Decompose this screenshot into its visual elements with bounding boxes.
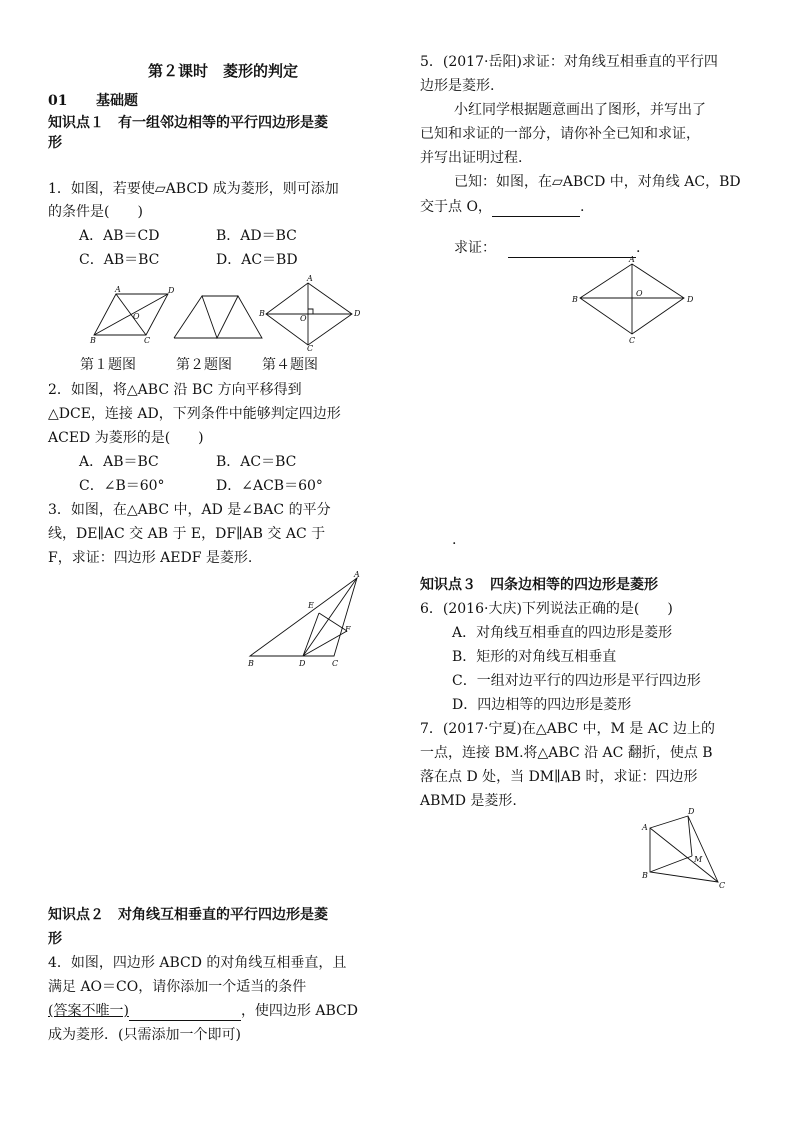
fig1-label-d: D xyxy=(168,286,175,295)
page-title: 第２课时 菱形的判定 xyxy=(148,62,299,80)
q1-option-a: A．AB＝CD xyxy=(79,228,160,244)
q4-answer xyxy=(48,1001,358,1021)
fig3-label-d: D xyxy=(299,659,306,668)
figure-1-parallelogram xyxy=(86,283,178,345)
fig5-label-o: O xyxy=(636,289,643,298)
q6-option-d: D．四边相等的四边形是菱形 xyxy=(452,697,632,713)
fig5-label-a: A xyxy=(629,255,635,264)
q4-line2: 满足 AO＝CO，请你添加一个适当的条件 xyxy=(48,979,307,995)
q7-line3: 落在点 D 处，当 DM∥AB 时，求证：四边形 xyxy=(420,769,698,785)
q6-option-c: C．一组对边平行的四边形是平行四边形 xyxy=(452,673,701,689)
q2-option-b: B．AC＝BC xyxy=(216,454,297,470)
fig3-label-e: E xyxy=(308,601,314,610)
fig5-label-b: B xyxy=(572,295,578,304)
q5-prove-label: 求证： xyxy=(454,240,496,256)
figure-7-folded-triangle xyxy=(638,806,730,892)
q5-proof-end-dot: . xyxy=(452,532,457,548)
knowledge-point-2-cont: 形 xyxy=(48,931,62,947)
q6-option-b: B．矩形的对角线互相垂直 xyxy=(452,649,617,665)
fig4-label-c: C xyxy=(307,344,314,351)
q1-option-d: D．AC＝BD xyxy=(216,252,298,268)
q5-line2: 边形是菱形. xyxy=(420,78,495,94)
q1-line1: 1．如图，若要使▱ABCD 成为菱形，则可添加 xyxy=(48,181,339,197)
q2-option-a: A．AB＝BC xyxy=(79,454,159,470)
q6-line1: 6．(2016·大庆)下列说法正确的是( ) xyxy=(420,601,673,617)
fig3-label-c: C xyxy=(332,659,339,668)
q5-given-line2 xyxy=(420,197,584,217)
q5-given-blank[interactable] xyxy=(492,201,580,217)
fig5-label-d: D xyxy=(687,295,694,304)
q2-option-d: D．∠ACB＝60° xyxy=(216,478,323,494)
fig4-label-b: B xyxy=(259,309,265,318)
q2-line2: △DCE，连接 AD，下列条件中能够判定四边形 xyxy=(48,406,341,422)
knowledge-point-1: 知识点１ 有一组邻边相等的平行四边形是菱 xyxy=(48,115,328,131)
q4-answer-text: (答案不唯一) xyxy=(48,1003,129,1019)
q3-line1: 3．如图，在△ABC 中，AD 是∠BAC 的平分 xyxy=(48,502,331,518)
figure-2-translated-triangles xyxy=(170,290,266,342)
fig3-label-a: A xyxy=(354,570,360,579)
q7-line4: ABMD 是菱形. xyxy=(420,793,517,809)
q5-given-end: . xyxy=(579,199,585,215)
fig7-label-b: B xyxy=(642,871,648,880)
fig7-label-c: C xyxy=(719,881,726,890)
q5-given-text: 交于点 O， xyxy=(420,199,492,215)
fig5-label-c: C xyxy=(629,336,636,344)
q7-line2: 一点，连接 BM.将△ABC 沿 AC 翻折，使点 B xyxy=(420,745,713,761)
knowledge-point-3: 知识点３ 四条边相等的四边形是菱形 xyxy=(420,577,658,593)
q5-prove-end: . xyxy=(636,240,641,256)
knowledge-point-2: 知识点２ 对角线互相垂直的平行四边形是菱 xyxy=(48,907,328,923)
fig3-label-f: F xyxy=(345,625,351,634)
fig1-label-a: A xyxy=(115,285,121,294)
q7-line1: 7．(2017·宁夏)在△ABC 中，M 是 AC 边上的 xyxy=(420,721,716,737)
q2-line1: 2．如图，将△ABC 沿 BC 方向平移得到 xyxy=(48,382,302,398)
fig4-label-a: A xyxy=(307,275,313,283)
fig7-label-a: A xyxy=(642,823,648,832)
figure-4-rhombus xyxy=(258,275,362,351)
fig1-label-c: C xyxy=(144,336,151,345)
q1-line2: 的条件是( ) xyxy=(48,204,143,220)
section-name: 基础题 xyxy=(96,93,138,109)
q4-line1: 4．如图，四边形 ABCD 的对角线互相垂直，且 xyxy=(48,955,347,971)
q4-answer-blank[interactable] xyxy=(129,1005,241,1021)
q4-line3-rest: ，使四边形 ABCD xyxy=(240,1003,358,1019)
fig3-label-b: B xyxy=(248,659,254,668)
fig1-label-b: B xyxy=(90,336,96,345)
figure-5-rhombus xyxy=(566,254,700,344)
fig7-label-m: M xyxy=(694,855,703,864)
fig2-caption: 第２题图 xyxy=(176,357,232,373)
fig4-label-d: D xyxy=(354,309,361,318)
fig1-label-o: O xyxy=(133,312,140,321)
fig4-label-o: O xyxy=(300,314,307,323)
fig1-caption: 第１题图 xyxy=(80,357,136,373)
q6-option-a: A．对角线互相垂直的四边形是菱形 xyxy=(452,625,673,641)
fig4-caption: 第４题图 xyxy=(262,357,318,373)
fig7-label-d: D xyxy=(688,807,695,816)
q3-line2: 线，DE∥AC 交 AB 于 E，DF∥AB 交 AC 于 xyxy=(48,526,326,542)
figure-3-triangle xyxy=(244,568,366,670)
q5-line3: 小红同学根据题意画出了图形，并写出了 xyxy=(454,102,706,118)
q5-line1: 5．(2017·岳阳)求证：对角线互相垂直的平行四 xyxy=(420,54,718,70)
q1-option-c: C．AB＝BC xyxy=(79,252,160,268)
q1-option-b: B．AD＝BC xyxy=(216,228,297,244)
q4-line4: 成为菱形．(只需添加一个即可) xyxy=(48,1027,241,1043)
q3-line3: F，求证：四边形 AEDF 是菱形. xyxy=(48,550,253,566)
q5-line4: 已知和求证的一部分，请你补全已知和求证， xyxy=(420,126,700,142)
q5-line5: 并写出证明过程. xyxy=(420,150,523,166)
q5-given-line1: 已知：如图，在▱ABCD 中，对角线 AC，BD xyxy=(454,174,741,190)
q2-option-c: C．∠B＝60° xyxy=(79,478,165,494)
section-number: 01 xyxy=(48,93,68,109)
knowledge-point-1-cont: 形 xyxy=(48,135,62,151)
q2-line3: ACED 为菱形的是( ) xyxy=(48,430,204,446)
